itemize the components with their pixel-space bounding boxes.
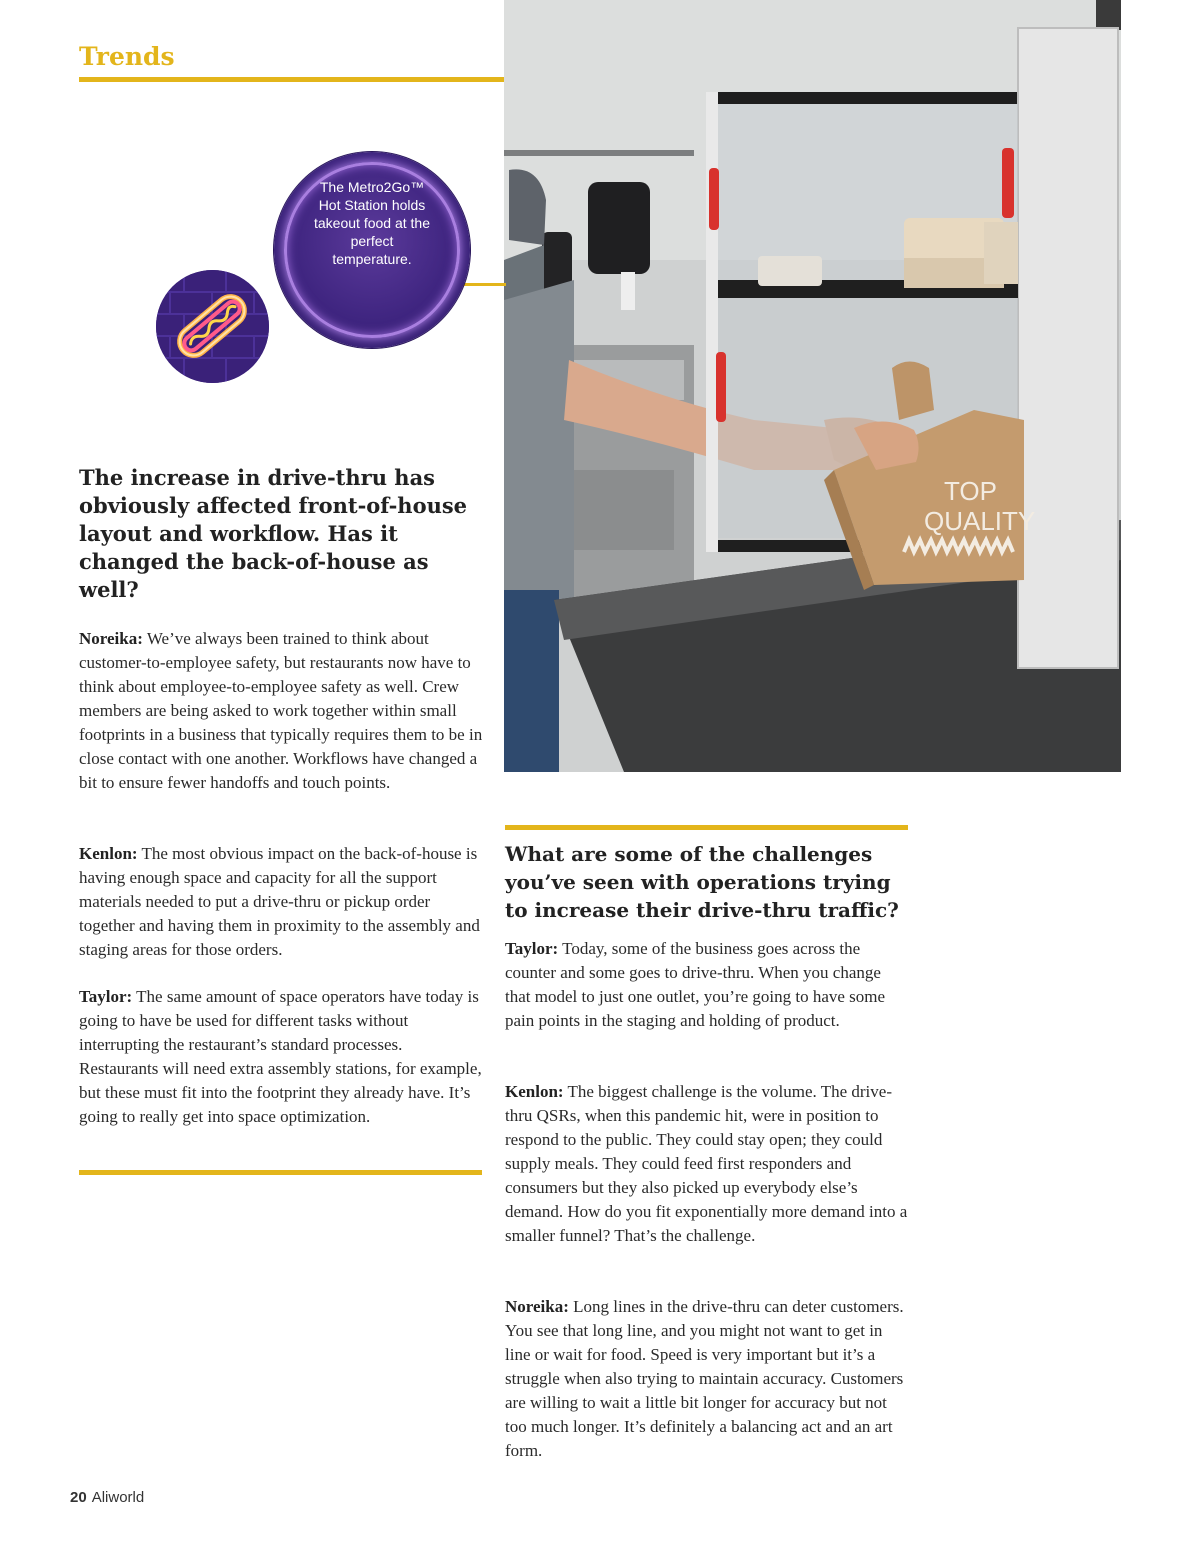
answer-text: The same amount of space operators have today is going to have be used for different tasks without interrupting the restaurant’s standard processes. Restaurants will need extra assembly stations, for example, but these must fit into the footprint they already have. It’s going to really get into space optimization.	[79, 987, 482, 1126]
speaker-name: Taylor:	[505, 939, 559, 958]
answer-kenlon-q2	[505, 1080, 910, 1248]
section-label: Trends	[79, 42, 175, 71]
speaker-name: Kenlon:	[505, 1082, 564, 1101]
answer-taylor-q1	[79, 985, 484, 1129]
answer-text: Today, some of the business goes across the counter and some goes to drive-thru. When you change that model to just one outlet, you’re going to have some pain points in the staging and holding of product.	[505, 939, 886, 1030]
question-heading-challenges: What are some of the challenges you’ve seen with operations trying to increase their drive-thru traffic?	[505, 842, 899, 922]
answer-taylor-q2	[505, 937, 910, 1033]
right-column-top-rule	[505, 825, 908, 830]
speaker-name: Taylor:	[79, 987, 133, 1006]
hot-station-photo	[504, 0, 1121, 772]
photo-caption-bubble	[274, 152, 470, 348]
answer-text: Long lines in the drive-thru can deter customers. You see that long line, and you might not want to get in line or wait for food. Speed is very important but it’s a struggle when also trying to maintain accuracy. Customers are willing to wait a little bit longer for accuracy but not too much longer. It’s definitely a balancing act and an art form.	[505, 1297, 904, 1460]
photo-caption: The Metro2Go™ Hot Station holds takeout food at the perfect temperature.	[314, 179, 430, 267]
answer-noreika-q2	[505, 1295, 910, 1463]
neon-hotdog-icon	[156, 270, 269, 383]
speaker-name: Kenlon:	[79, 844, 138, 863]
speaker-name: Noreika:	[505, 1297, 569, 1316]
bag-print-quality: QUALITY	[924, 506, 1036, 536]
page-footer	[70, 1488, 144, 1508]
top-accent-rule	[79, 77, 504, 82]
answer-text: The most obvious impact on the back-of-house is having enough space and capacity for all the support materials needed to put a drive-thru or pickup order together and having them in proximity to the assembly and staging areas for those orders.	[79, 844, 480, 959]
bag-print-top: TOP	[944, 476, 997, 506]
question-heading-back-of-house: The increase in drive-thru has obviously affected front-of-house layout and workflow. Has it changed the back-of-house as well?	[79, 465, 468, 602]
answer-text: We’ve always been trained to think about customer-to-employee safety, but restaurants now have to think about employee-to-employee safety as well. Crew members are being asked to work together within small footprints in a business that typically requires them to be in close contact with one another. Workflows have changed a bit to ensure fewer handoffs and touch points.	[79, 629, 483, 792]
answer-kenlon-q1	[79, 842, 484, 962]
answer-noreika-q1	[79, 627, 484, 795]
page-number: 20	[70, 1489, 87, 1506]
speaker-name: Noreika:	[79, 629, 143, 648]
answer-text: The biggest challenge is the volume. The drive-thru QSRs, when this pandemic hit, were in position to respond to the public. They could stay open; they could supply meals. They could feed first responders and consumers but they also picked up everybody else’s demand. How do you fit exponentially more demand into a smaller funnel? That’s the challenge.	[505, 1082, 908, 1245]
left-column-end-rule	[79, 1170, 482, 1175]
publication-name: Aliworld	[91, 1489, 145, 1506]
